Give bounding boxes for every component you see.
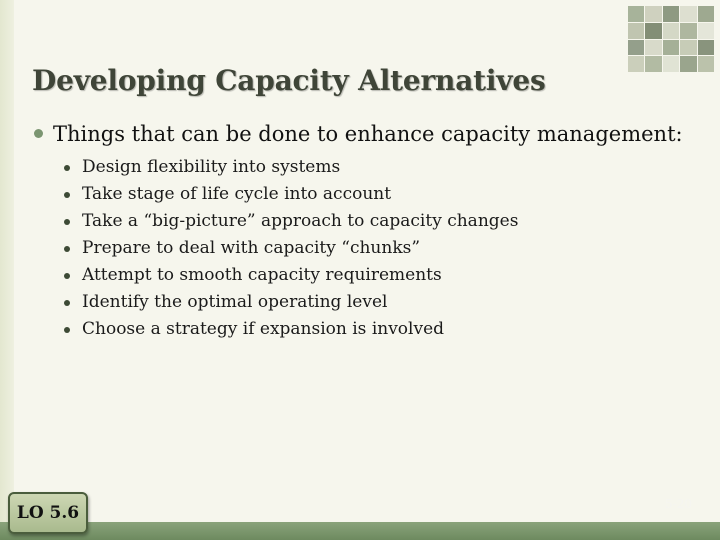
list-item [64,291,518,318]
bottom-band [0,522,720,540]
bullet-dot-icon [64,192,70,198]
list-item-text: Choose a strategy if expansion is involved [82,319,445,339]
bullet-dot-icon [64,246,70,252]
list-item [64,183,518,210]
main-bullet-text: Things that can be done to enhance capacity management: [53,122,683,146]
list-item [64,210,518,237]
main-bullet [34,122,700,146]
page-number: 5-20 [665,497,692,511]
list-item [64,318,518,345]
list-item-text: Attempt to smooth capacity requirements [82,265,442,285]
list-item-text: Prepare to deal with capacity “chunks” [82,238,421,258]
bullet-dot-icon [64,273,70,279]
bullet-dot-icon [34,129,43,138]
bullet-dot-icon [64,300,70,306]
list-item-text: Design flexibility into systems [82,157,341,177]
bullet-dot-icon [64,327,70,333]
list-item [64,264,518,291]
list-item-text: Identify the optimal operating level [82,292,388,312]
list-item-text: Take stage of life cycle into account [82,184,392,204]
left-decorative-strip [0,0,14,540]
list-item [64,156,518,183]
slide-title: Developing Capacity Alternatives [32,64,546,97]
bullet-dot-icon [64,165,70,171]
learning-objective-badge: LO 5.6 [8,492,88,534]
bullet-dot-icon [64,219,70,225]
list-item [64,237,518,264]
sub-bullet-list [64,156,518,345]
corner-photo-collage [628,6,714,72]
list-item-text: Take a “big-picture” approach to capacity changes [82,211,519,231]
